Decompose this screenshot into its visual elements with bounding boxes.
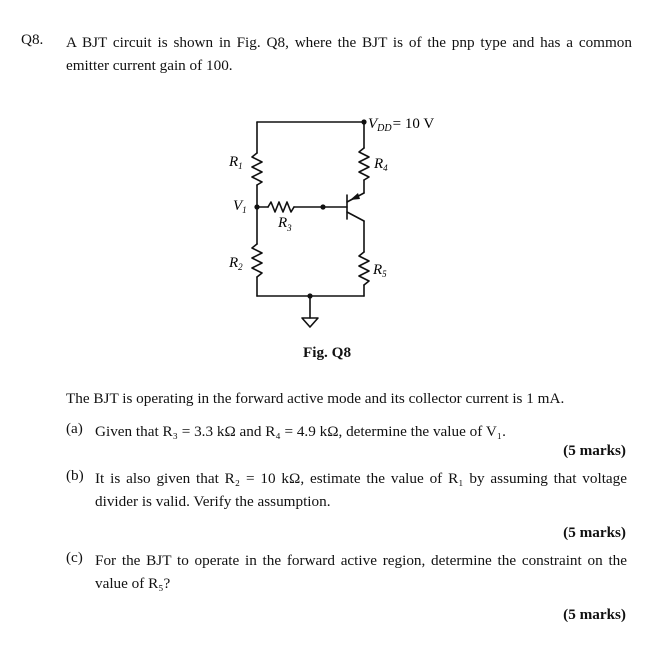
- resistor-r3: [268, 202, 294, 212]
- r2-label: $R_2$: [229, 255, 243, 272]
- question-number: Q8.: [21, 31, 44, 48]
- part-a-text: Given that R₃ = 3.3 kΩ and R₄ = 4.9 kΩ, determine the value of V₁.: [95, 423, 506, 440]
- r4-label: $R_4$: [374, 156, 388, 173]
- r3-label: $R_3$: [278, 215, 292, 233]
- resistor-r4: [359, 148, 369, 180]
- part-a-label: (a): [66, 420, 83, 437]
- part-a-marks: (5 marks): [563, 442, 626, 459]
- part-b-label: (b): [66, 467, 84, 484]
- junction-ground: [307, 293, 312, 298]
- junction-vdd: [361, 119, 366, 124]
- v1-label: $V_1$: [233, 198, 247, 215]
- vdd-label: $V_{DD}= 10$ V: [368, 116, 435, 134]
- resistor-r1: [252, 153, 262, 185]
- junction-base: [320, 204, 325, 209]
- part-c-marks: (5 marks): [563, 606, 626, 623]
- figure-caption: Fig. Q8: [302, 344, 352, 361]
- part-b-marks: (5 marks): [563, 524, 626, 541]
- emitter-arrow: [350, 193, 360, 200]
- resistor-r2: [252, 244, 262, 277]
- resistor-r5: [359, 252, 369, 285]
- part-c-label: (c): [66, 549, 83, 566]
- ground-symbol: [302, 318, 318, 327]
- r1-label: $R_1$: [229, 154, 243, 171]
- operating-statement: The BJT is operating in the forward active mode and its collector current is 1 mA.: [66, 390, 565, 407]
- question-intro: A BJT circuit is shown in Fig. Q8, where the BJT is of the pnp type and has a common emitter current gain of 100.: [66, 34, 632, 74]
- r5-label: $R_5$: [373, 262, 387, 279]
- part-b-text: It is also given that R₂ = 10 kΩ, estimate the value of R₁ by assuming that voltage divider is valid. Verify the assumption.: [95, 470, 627, 510]
- part-c-text: For the BJT to operate in the forward active region, determine the constraint on the value of R₅?: [95, 552, 627, 592]
- transistor-collector: [347, 212, 364, 221]
- junction-v1: [254, 204, 259, 209]
